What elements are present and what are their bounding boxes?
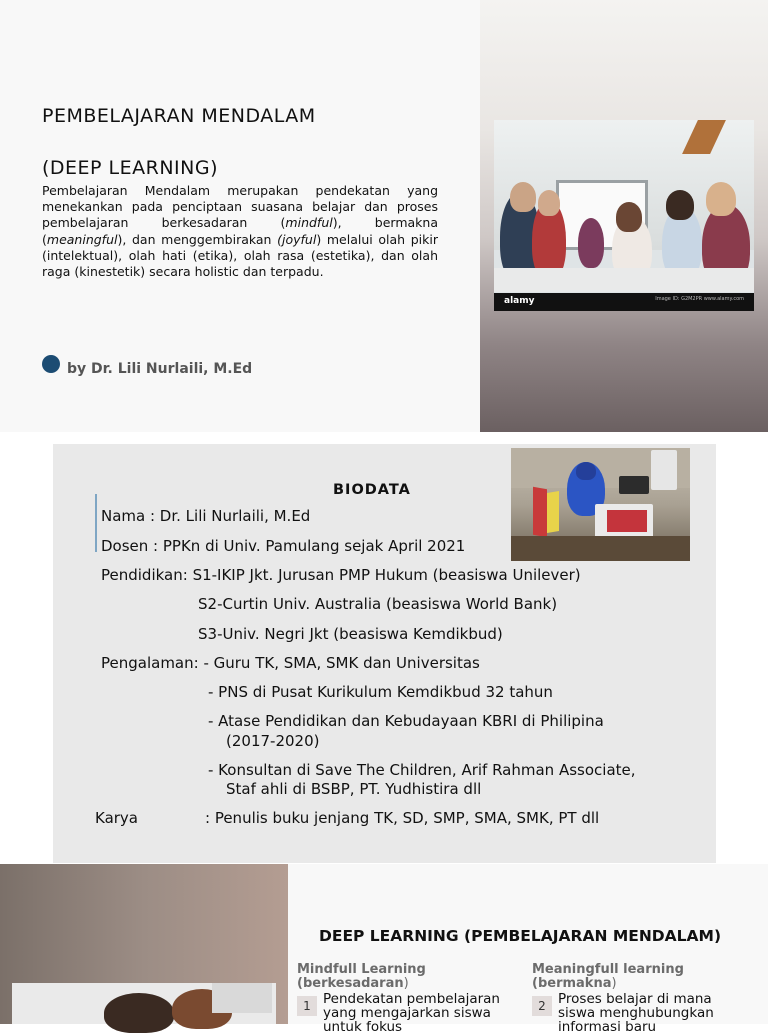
principle-mindful-text: Pendekatan pembelajaran yang mengajarkan siswa untuk fokus bbox=[323, 991, 500, 1035]
biodata-pengalaman-1: Pengalaman: - Guru TK, SMA, SMK dan Universitas bbox=[101, 654, 480, 672]
principle-meaningful bbox=[532, 963, 752, 1034]
biodata-karya-value: : Penulis buku jenjang TK, SD, SMP, SMA, SMK, PT dll bbox=[205, 809, 600, 827]
deep-learning-title: DEEP LEARNING (PEMBELAJARAN MENDALAM) bbox=[319, 927, 722, 945]
title-slide bbox=[0, 0, 768, 432]
principle-mindful-heading: Mindfull Learning (berkesadaran) bbox=[297, 962, 426, 991]
title-line-2: (DEEP LEARNING) bbox=[42, 157, 219, 179]
photo-watermark-logo: alamy bbox=[504, 296, 535, 306]
term-joyful: (joyful bbox=[277, 231, 317, 247]
biodata-pendidikan-s2: S2-Curtin Univ. Australia (beasiswa World Bank) bbox=[198, 595, 558, 613]
biodata-pendidikan-s3: S3-Univ. Negri Jkt (beasiswa Kemdikbud) bbox=[198, 625, 503, 643]
biodata-pengalaman-3: - Atase Pendidikan dan Kebudayaan KBRI di Philipina bbox=[208, 712, 604, 730]
photo-watermark-id: Image ID: G2M2PR www.alamy.com bbox=[655, 296, 744, 302]
principle-number-1: 1 bbox=[297, 996, 317, 1016]
term-meaningful: meaningful bbox=[46, 231, 118, 247]
principle-meaningful-heading: Meaningfull learning (bermakna) bbox=[532, 962, 684, 991]
title-line-1: PEMBELAJARAN MENDALAM bbox=[42, 105, 316, 127]
students-photo bbox=[12, 983, 276, 1024]
classroom-students-photo bbox=[494, 120, 754, 311]
principle-mindful bbox=[297, 963, 517, 1034]
biodata-pengalaman-2: - PNS di Pusat Kurikulum Kemdikbud 32 tahun bbox=[208, 683, 553, 701]
biodata-pengalaman-4: - Konsultan di Save The Children, Arif Rahman Associate, bbox=[208, 761, 636, 779]
biodata-nama: Nama : Dr. Lili Nurlaili, M.Ed bbox=[101, 507, 311, 525]
biodata-accent-line bbox=[95, 494, 97, 552]
principle-number-2: 2 bbox=[532, 996, 552, 1016]
photo-watermark-bar bbox=[494, 293, 754, 311]
author-line bbox=[42, 356, 252, 378]
biodata-karya-label: Karya bbox=[95, 809, 139, 827]
biodata-dosen: Dosen : PPKn di Univ. Pamulang sejak April 2021 bbox=[101, 537, 466, 555]
deep-learning-image-panel bbox=[0, 864, 288, 1024]
principle-meaningful-text: Proses belajar di mana siswa menghubungkan informasi baru bbox=[558, 991, 714, 1035]
intro-paragraph: Pembelajaran Mendalam merupakan pendekatan yang menekankan pada penciptaan suasana belajar dan proses pembelajaran berkesadaran (mindful), bermakna (meaningful), dan menggembirakan (joyful) melalui olah pikir (intelektual), olah hati (etika), olah rasa (estetika), dan olah raga (kinestetik) secara holistic dan terpadu. bbox=[42, 183, 438, 280]
term-mindful: mindful bbox=[285, 215, 333, 231]
author-bullet-icon bbox=[42, 355, 60, 373]
biodata-pengalaman-3-years: (2017-2020) bbox=[226, 732, 320, 750]
author-office-photo bbox=[511, 448, 690, 561]
biodata-pengalaman-4-cont: Staf ahli di BSBP, PT. Yudhistira dll bbox=[226, 780, 482, 798]
biodata-title: BIODATA bbox=[333, 482, 411, 498]
biodata-slide bbox=[0, 432, 768, 864]
author-name: by Dr. Lili Nurlaili, M.Ed bbox=[67, 361, 253, 377]
deep-learning-slide bbox=[0, 864, 768, 1035]
biodata-panel bbox=[53, 444, 716, 863]
biodata-pendidikan-s1: Pendidikan: S1-IKIP Jkt. Jurusan PMP Hukum (beasiswa Unilever) bbox=[101, 566, 581, 584]
